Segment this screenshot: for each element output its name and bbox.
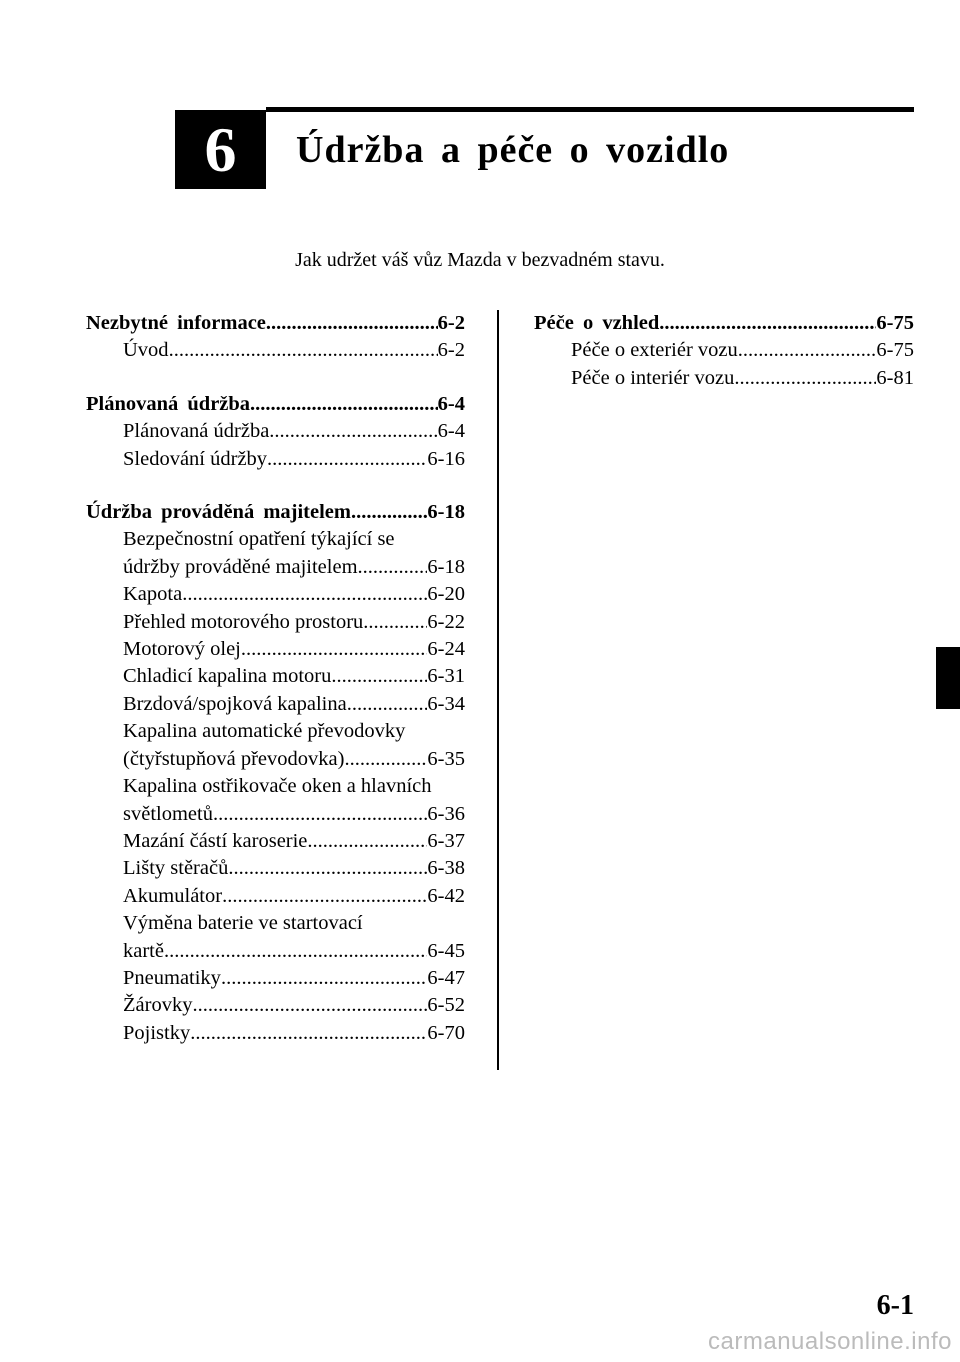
header-rule — [266, 107, 914, 112]
toc-entry-page: 6-42 — [427, 884, 465, 907]
dot-leader — [266, 310, 438, 337]
toc-entry[interactable] — [86, 1020, 465, 1047]
toc-entry[interactable] — [86, 418, 465, 445]
toc-entry-text: Mazání částí karoserie — [123, 829, 308, 852]
toc-section-page: 6-75 — [876, 312, 914, 334]
toc-entry-page: 6-45 — [427, 939, 465, 962]
toc-section-page: 6-4 — [437, 392, 465, 415]
toc-section-essential-info — [86, 310, 465, 365]
toc-entry-text: Pojistky — [123, 1021, 191, 1044]
toc-entry-text: údržby prováděné majitelem — [123, 555, 358, 578]
toc-section-heading[interactable] — [86, 310, 465, 337]
dot-leader — [331, 663, 427, 690]
toc-entry-text: Akumulátor — [123, 884, 223, 907]
dot-leader — [241, 636, 428, 663]
toc-section-heading[interactable] — [534, 310, 914, 337]
toc-entry-page: 6-24 — [427, 638, 465, 661]
dot-leader — [190, 1020, 427, 1047]
toc-entry-text: Motorový olej — [123, 638, 241, 661]
toc-entry-page: 6-20 — [427, 583, 465, 606]
toc-entry[interactable] — [86, 746, 465, 773]
toc-entry-first-line: Výměna baterie ve startovací — [123, 912, 363, 935]
dot-leader — [213, 801, 427, 828]
toc-entry-text: Chladicí kapalina motoru — [123, 665, 332, 688]
dot-leader — [228, 855, 427, 882]
toc-entry[interactable] — [86, 992, 465, 1019]
toc-entry-first-line: Kapalina ostřikovače oken a hlavních — [123, 775, 432, 798]
toc-entry-text: světlometů — [123, 802, 213, 825]
chapter-subtitle: Jak udržet váš vůz Mazda v bezvadném stavu. — [295, 249, 665, 271]
toc-entry-page: 6-18 — [427, 555, 465, 578]
toc-entry-text: Brzdová/spojková kapalina — [123, 692, 347, 715]
toc-entry-first-line: Bezpečnostní opatření týkající se — [123, 528, 395, 551]
toc-section-heading[interactable] — [86, 391, 465, 418]
dot-leader — [659, 310, 876, 337]
toc-section-heading[interactable] — [86, 499, 465, 526]
dot-leader — [164, 938, 427, 965]
toc-section-page: 6-18 — [427, 501, 465, 524]
dot-leader — [192, 992, 427, 1019]
toc-entry[interactable] — [86, 446, 465, 473]
toc-entry-page: 6-37 — [427, 829, 465, 852]
toc-entry-page: 6-70 — [427, 1021, 465, 1044]
dot-leader — [250, 391, 438, 418]
toc-entry-page: 6-36 — [427, 802, 465, 825]
toc-entry-page: 6-47 — [427, 966, 465, 989]
toc-entry[interactable] — [86, 855, 465, 882]
toc-entry[interactable] — [534, 337, 914, 364]
toc-entry-page: 6-81 — [876, 366, 914, 389]
chapter-title: Údržba a péče o vozidlo — [296, 129, 730, 171]
toc-entry-page: 6-38 — [427, 857, 465, 880]
toc-entry[interactable] — [86, 337, 465, 364]
dot-leader — [269, 418, 437, 445]
toc-section-scheduled-maintenance — [86, 391, 465, 473]
dot-leader — [169, 337, 438, 364]
toc-section-title: Nezbytné informace — [86, 312, 266, 334]
toc-entry-text: (čtyřstupňová převodovka) — [123, 747, 345, 770]
toc-entry[interactable] — [534, 365, 914, 392]
dot-leader — [182, 581, 427, 608]
toc-entry-page: 6-34 — [427, 692, 465, 715]
toc-entry-page: 6-31 — [427, 665, 465, 688]
dot-leader — [222, 883, 427, 910]
toc-entry-page: 6-16 — [427, 447, 465, 470]
dot-leader — [363, 609, 427, 636]
toc-entry-text: Sledování údržby — [123, 447, 268, 470]
toc-section-title: Péče o vzhled — [534, 312, 660, 334]
toc-entry[interactable] — [86, 554, 465, 581]
toc-section-owner-maintenance — [86, 499, 465, 1047]
toc-entry-text: Přehled motorového prostoru — [123, 610, 364, 633]
toc-entry-page: 6-2 — [437, 339, 465, 362]
chapter-number-box — [175, 110, 266, 189]
toc-entry-page: 6-4 — [437, 420, 465, 443]
toc-entry-page: 6-75 — [876, 339, 914, 362]
toc-entry-text: Péče o interiér vozu — [571, 366, 735, 389]
dot-leader — [358, 554, 428, 581]
toc-entry[interactable] — [86, 636, 465, 663]
chapter-number: 6 — [204, 114, 237, 185]
toc-entry[interactable] — [86, 883, 465, 910]
dot-leader — [347, 691, 428, 718]
toc-section-title: Plánovaná údržba — [86, 392, 251, 415]
toc-right-column — [534, 310, 914, 418]
toc-entry-page: 6-22 — [427, 610, 465, 633]
toc-entry[interactable] — [86, 691, 465, 718]
dot-leader — [351, 499, 427, 526]
toc-entry[interactable] — [86, 965, 465, 992]
toc-section-appearance-care — [534, 310, 914, 392]
dot-leader — [344, 746, 427, 773]
toc-left-column — [86, 310, 465, 1073]
toc-entry-text: kartě — [123, 939, 164, 962]
toc-entry[interactable] — [86, 828, 465, 855]
dot-leader — [738, 337, 877, 364]
toc-section-title: Údržba prováděná majitelem — [86, 501, 351, 524]
toc-entry[interactable] — [86, 938, 465, 965]
toc-entry-first-line: Kapalina automatické převodovky — [123, 720, 406, 743]
chapter-thumb-tab — [936, 647, 960, 709]
toc-entry[interactable] — [86, 581, 465, 608]
toc-section-page: 6-2 — [437, 312, 465, 334]
toc-entry-text: Plánovaná údržba — [123, 420, 270, 443]
toc-entry-text: Pneumatiky — [123, 966, 221, 989]
column-divider — [497, 310, 499, 1070]
toc-entry-text: Péče o exteriér vozu — [571, 339, 738, 362]
toc-entry[interactable] — [86, 609, 465, 636]
dot-leader — [221, 965, 427, 992]
dot-leader — [307, 828, 427, 855]
toc-entry[interactable] — [86, 801, 465, 828]
page-number: 6-1 — [876, 1290, 914, 1321]
toc-entry-page: 6-35 — [427, 747, 465, 770]
toc-entry-text: Žárovky — [123, 994, 193, 1017]
dot-leader — [267, 446, 427, 473]
toc-entry-text: Lišty stěračů — [123, 857, 229, 880]
watermark: carmanualsonline.info — [708, 1328, 952, 1355]
toc-entry-text: Úvod — [123, 339, 169, 362]
toc-entry-text: Kapota — [123, 583, 183, 606]
toc-entry-page: 6-52 — [427, 994, 465, 1017]
toc-entry[interactable] — [86, 663, 465, 690]
dot-leader — [734, 365, 876, 392]
